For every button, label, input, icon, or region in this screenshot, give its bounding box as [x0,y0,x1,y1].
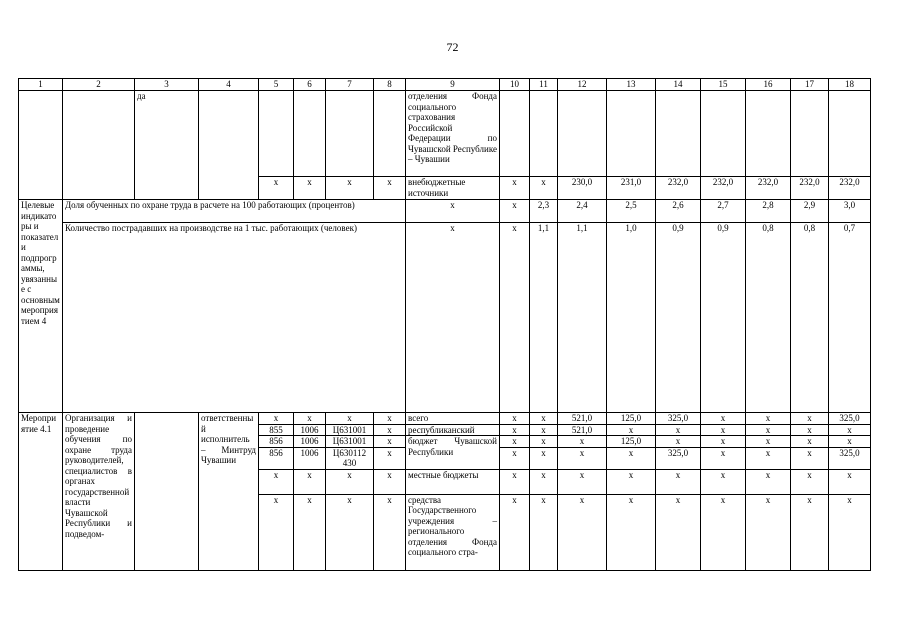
table-cell: х [500,424,530,436]
table-cell: х [374,413,406,425]
value-cell: х [701,436,746,448]
header-cell: 12 [558,79,607,91]
value-cell: х [829,424,871,436]
table-cell: х [530,494,558,570]
table-cell: х [530,447,558,469]
header-cell: 17 [791,79,829,91]
table-cell: х [294,469,326,494]
table-cell [19,91,63,200]
header-row [19,79,871,91]
indicator-row [19,223,871,413]
value-cell: х [791,447,829,469]
header-cell: 10 [500,79,530,91]
table-cell: х [259,494,294,570]
value-cell: х [746,413,791,425]
responsible-executor: ответственный исполнитель – Минтруд Чувашии [199,413,259,571]
table-cell: х [374,436,406,448]
table-cell: 856 [259,447,294,469]
value-cell: х [558,469,607,494]
table-cell: х [500,223,530,413]
table-cell: х [530,413,558,425]
table-cell [199,91,259,200]
table-cell [791,91,829,177]
event-name: Организация и проведение обучения по охране труда руководителей, специалистов в органах государственной власти Чувашской Республики и подведом- [63,413,135,571]
value-cell: х [607,469,656,494]
value-cell: х [607,494,656,570]
header-cell: 11 [530,79,558,91]
table-cell [63,91,135,200]
header-cell: 18 [829,79,871,91]
value-cell: 325,0 [829,447,871,469]
table-cell: х [326,469,374,494]
funding-source: всего [406,413,500,425]
table-cell: 855 [259,424,294,436]
value-cell: 2,8 [746,200,791,223]
value-cell: 3,0 [829,200,871,223]
table-cell: Ц631001 [326,436,374,448]
event-label: Мероприятие 4.1 [19,413,63,571]
budget-table [18,78,871,571]
table-cell: да [135,91,199,200]
value-cell: х [558,436,607,448]
header-cell: 1 [19,79,63,91]
value-cell: 0,9 [701,223,746,413]
indicators-label: Целевые индикаторы и показатели подпрограммы, увязанные с основным мероприятием 4 [19,200,63,413]
value-cell: х [607,447,656,469]
value-cell: 231,0 [607,177,656,200]
value-cell: 232,0 [746,177,791,200]
value-cell: х [701,447,746,469]
page-number: 72 [446,40,459,54]
table-cell: х [374,494,406,570]
table-cell: х [294,494,326,570]
funding-source: средства Государственного учреждения – регионального отделения Фонда социального стра- [406,494,500,570]
value-cell: х [656,469,701,494]
value-cell: 2,5 [607,200,656,223]
value-cell: 232,0 [829,177,871,200]
table-cell: х [500,447,530,469]
value-cell: 0,8 [746,223,791,413]
table-cell [326,91,374,177]
value-cell: х [791,494,829,570]
value-cell: х [829,494,871,570]
value-cell: 0,8 [791,223,829,413]
table-cell: х [530,436,558,448]
header-cell: 4 [199,79,259,91]
indicator-text: Доля обученных по охране труда в расчете на 100 работающих (процентов) [63,200,406,223]
table-cell: Ц630112 430 [326,447,374,469]
value-cell: 325,0 [829,413,871,425]
value-cell: 521,0 [558,424,607,436]
table-cell: х [374,424,406,436]
header-cell: 7 [326,79,374,91]
value-cell: х [701,413,746,425]
indicator-row [19,200,871,223]
table-cell: х [374,469,406,494]
table-cell: 856 [259,436,294,448]
value-cell: х [791,436,829,448]
table-cell: 1006 [294,436,326,448]
funding-source: республиканский [406,424,500,436]
value-cell: х [701,469,746,494]
table-cell: х [500,494,530,570]
table-cell: х [530,424,558,436]
value-cell: х [791,469,829,494]
value-cell: х [746,436,791,448]
table-cell: 1006 [294,447,326,469]
value-cell: 2,3 [530,200,558,223]
table-cell: Ц631001 [326,424,374,436]
table-cell: х [259,177,294,200]
value-cell: х [791,413,829,425]
table-cell: х [259,469,294,494]
value-cell: 0,9 [656,223,701,413]
value-cell: х [558,494,607,570]
table-cell: х [294,413,326,425]
header-cell: 13 [607,79,656,91]
header-cell: 8 [374,79,406,91]
table-cell: х [500,413,530,425]
value-cell: 230,0 [558,177,607,200]
table-cell: х [326,413,374,425]
table-cell [701,91,746,177]
header-cell: 9 [406,79,500,91]
header-cell: 2 [63,79,135,91]
header-cell: 6 [294,79,326,91]
table-cell: х [500,177,530,200]
value-cell: х [746,447,791,469]
value-cell: 1,1 [530,223,558,413]
header-cell: 15 [701,79,746,91]
indicator-text: Количество пострадавших на производстве на 1 тыс. работающих (человек) [63,223,406,413]
table-cell [607,91,656,177]
value-cell: 1,0 [607,223,656,413]
value-cell: 232,0 [656,177,701,200]
value-cell: х [558,447,607,469]
funding-source: отделения Фонда социального страхования Российской Федерации по Чувашской Республике – Чувашии [406,91,500,177]
table-cell: х [406,223,500,413]
table-cell: х [294,177,326,200]
value-cell: х [791,424,829,436]
table-row [19,91,871,177]
table-cell: х [530,469,558,494]
table-cell: х [374,177,406,200]
value-cell: 325,0 [656,413,701,425]
value-cell: х [656,494,701,570]
header-cell: 3 [135,79,199,91]
table-cell: х [500,469,530,494]
value-cell: х [746,424,791,436]
table-cell: х [530,177,558,200]
event-row [19,413,871,425]
table-cell [656,91,701,177]
value-cell: 2,9 [791,200,829,223]
value-cell: 0,7 [829,223,871,413]
value-cell: х [829,469,871,494]
table-cell: х [326,177,374,200]
header-cell: 16 [746,79,791,91]
value-cell: х [701,494,746,570]
value-cell: 2,7 [701,200,746,223]
value-cell: 2,6 [656,200,701,223]
table-cell [558,91,607,177]
table-cell [530,91,558,177]
table-cell: х [500,200,530,223]
funding-source: местные бюджеты [406,469,500,494]
value-cell: х [746,469,791,494]
value-cell: 232,0 [701,177,746,200]
header-cell: 5 [259,79,294,91]
value-cell: х [656,424,701,436]
value-cell: 125,0 [607,413,656,425]
table-cell: х [374,447,406,469]
funding-source: внебюджетные источники [406,177,500,200]
value-cell: х [746,494,791,570]
table-cell [259,91,294,177]
table-cell [746,91,791,177]
table-cell [374,91,406,177]
value-cell: 232,0 [791,177,829,200]
value-cell: 1,1 [558,223,607,413]
table-cell [135,413,199,571]
value-cell: х [656,436,701,448]
value-cell: 2,4 [558,200,607,223]
value-cell: х [701,424,746,436]
funding-source: бюджет Чувашской Республики [406,436,500,470]
value-cell: х [829,436,871,448]
table-cell [829,91,871,177]
table-cell: х [406,200,500,223]
value-cell: 325,0 [656,447,701,469]
table-cell: 1006 [294,424,326,436]
table-cell [294,91,326,177]
table-cell [500,91,530,177]
table-cell: х [500,436,530,448]
value-cell: 521,0 [558,413,607,425]
header-cell: 14 [656,79,701,91]
value-cell: х [607,424,656,436]
table-cell: х [326,494,374,570]
value-cell: 125,0 [607,436,656,448]
table-cell: х [259,413,294,425]
